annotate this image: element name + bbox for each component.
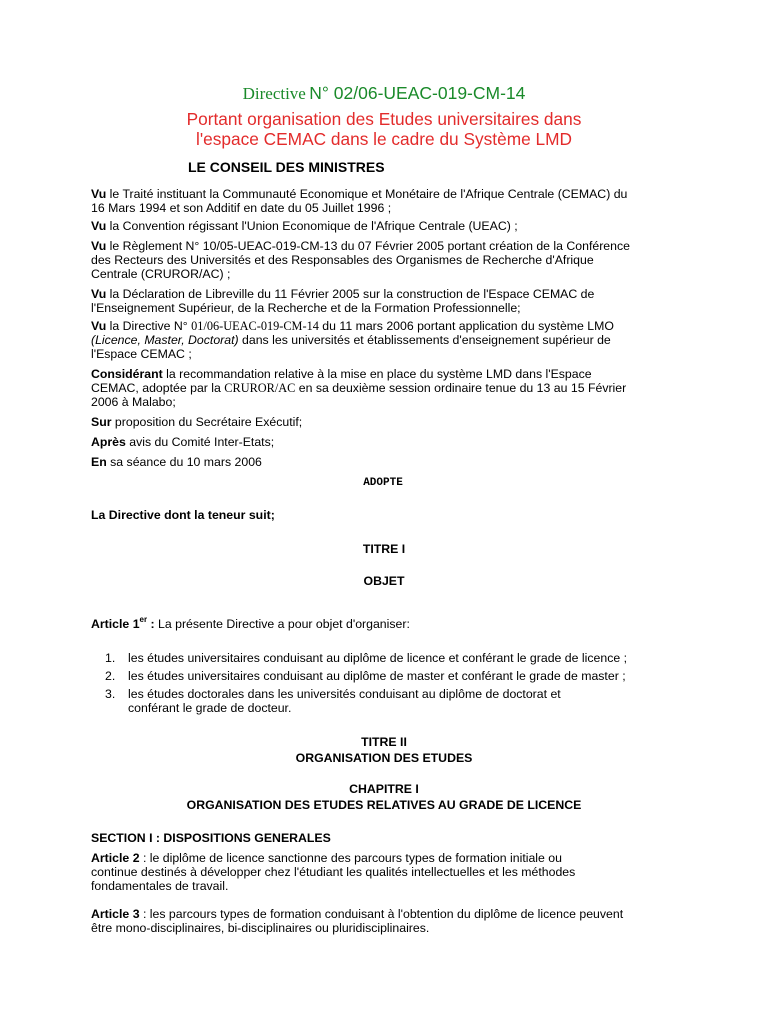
teneur-line: La Directive dont la teneur suit; (91, 508, 275, 522)
directive-title (0, 83, 768, 103)
preamble-text: en sa deuxième session ordinaire tenue du 13 au 15 Février (295, 381, 627, 395)
preamble-text: 16 Mars 1994 et son Additif en date du 05 Juillet 1996 ; (91, 201, 392, 215)
titre-2-name: ORGANISATION DES ETUDES (295, 751, 473, 765)
preamble-text: dans les universités et établissements d'enseignement supérieur de (238, 333, 611, 347)
article-label-sup: er (139, 615, 148, 624)
preamble-vu-5 (91, 319, 691, 361)
preamble-text: la recommandation relative à la mise en place du système LMD dans l'Espace (162, 367, 592, 381)
preamble-lead: En (91, 455, 107, 469)
article-2-label: Article 2 (91, 851, 140, 865)
list-text: les études universitaires conduisant au diplôme de licence et conférant le grade de licence ; (128, 651, 628, 665)
subtitle-line-2: l'espace CEMAC dans le cadre du Système LMD (196, 129, 572, 149)
preamble-apres (91, 435, 691, 449)
article-1-label (91, 617, 155, 631)
preamble-lead: Vu (91, 287, 107, 301)
article-text: : les parcours types de formation conduisant à l'obtention du diplôme de licence peuvent (139, 907, 624, 921)
list-text-line: les études doctorales dans les universités conduisant au diplôme de doctorat et (128, 687, 561, 701)
preamble-sur (91, 415, 691, 429)
article-3-label: Article 3 (91, 907, 140, 921)
article-text: continue destinés à développer chez l'étudiant les qualités intellectuelles et les méthodes (91, 865, 576, 879)
preamble-lead: Sur (91, 415, 112, 429)
adopte-heading: ADOPTE (363, 477, 403, 489)
article-text: : le diplôme de licence sanctionne des parcours types de formation initiale ou (139, 851, 562, 865)
preamble-lead: Vu (91, 239, 107, 253)
directive-reference: 01/06-UEAC-019-CM-14 (191, 319, 319, 333)
list-text: les études universitaires conduisant au diplôme de master et conférant le grade de master ; (128, 669, 626, 683)
directive-number: N° 02/06-UEAC-019-CM-14 (309, 83, 526, 103)
preamble-text: 2006 à Malabo; (91, 395, 176, 409)
preamble-text: l'Enseignement Supérieur, de la Recherche et de la Formation Professionnelle; (91, 301, 521, 315)
directive-word: Directive (242, 84, 306, 103)
preamble-text: la Convention régissant l'Union Economique de l'Afrique Centrale (UEAC) ; (106, 219, 518, 233)
subtitle-line-1: Portant organisation des Etudes universitaires dans (186, 109, 582, 129)
article-2 (91, 851, 691, 893)
list-text (128, 687, 688, 715)
preamble-lead: Après (91, 435, 126, 449)
chapitre-1-heading: CHAPITRE I (349, 782, 419, 796)
article-text: fondamentales de travail. (91, 879, 229, 893)
preamble-text: la Déclaration de Libreville du 11 Février 2005 sur la construction de l'Espace CEMAC de (106, 287, 595, 301)
article-label-text: Article 1 (91, 617, 140, 631)
council-heading: LE CONSEIL DES MINISTRES (188, 159, 385, 175)
preamble-italic-text: (Licence, Master, Doctorat) (91, 333, 239, 347)
preamble-text: du 11 mars 2006 portant application du système LMO (318, 319, 614, 333)
preamble-text: la Directive N° (106, 319, 192, 333)
article-1-text: La présente Directive a pour objet d'organiser: (154, 617, 410, 631)
titre-1-name: OBJET (363, 574, 405, 588)
preamble-text: avis du Comité Inter-Etats; (125, 435, 275, 449)
preamble-vu-2 (91, 219, 691, 233)
preamble-text: le Traité instituant la Communauté Economique et Monétaire de l'Afrique Centrale (CEMAC) du (106, 187, 628, 201)
section-1-heading: SECTION I : DISPOSITIONS GENERALES (91, 831, 331, 845)
article-text: être mono-disciplinaires, bi-disciplinaires ou pluridisciplinaires. (91, 921, 430, 935)
preamble-lead: Vu (91, 319, 107, 333)
preamble-text: des Recteurs des Universités et des Responsables des Organismes de Recherche d'Afrique (91, 253, 594, 267)
article-3 (91, 907, 691, 935)
preamble-vu-1 (91, 187, 691, 215)
cruror-reference: CRUROR/AC (224, 381, 296, 395)
titre-1-heading: TITRE I (362, 542, 406, 556)
preamble-text: le Règlement N° 10/05-UEAC-019-CM-13 du 07 Février 2005 portant création de la Conférence (106, 239, 630, 253)
preamble-vu-3 (91, 239, 691, 281)
preamble-text: sa séance du 10 mars 2006 (106, 455, 262, 469)
preamble-text: Centrale (CRUROR/AC) ; (91, 267, 231, 281)
list-text-line: conférant le grade de docteur. (128, 701, 292, 715)
preamble-en (91, 455, 691, 469)
chapitre-1-name: ORGANISATION DES ETUDES RELATIVES AU GRADE DE LICENCE (186, 798, 582, 812)
preamble-considerant (91, 367, 691, 409)
list-number: 3. (105, 687, 116, 701)
titre-2-heading: TITRE II (361, 735, 407, 749)
preamble-text: proposition du Secrétaire Exécutif; (111, 415, 303, 429)
preamble-text: l'Espace CEMAC ; (91, 347, 192, 361)
preamble-lead: Considérant (91, 367, 163, 381)
list-number: 1. (105, 651, 116, 665)
article-1 (91, 617, 691, 631)
list-number: 2. (105, 669, 116, 683)
preamble-vu-4 (91, 287, 691, 315)
preamble-lead: Vu (91, 187, 107, 201)
preamble-lead: Vu (91, 219, 107, 233)
preamble-text: CEMAC, adoptée par la (91, 381, 225, 395)
article-label-sep: : (147, 617, 155, 631)
